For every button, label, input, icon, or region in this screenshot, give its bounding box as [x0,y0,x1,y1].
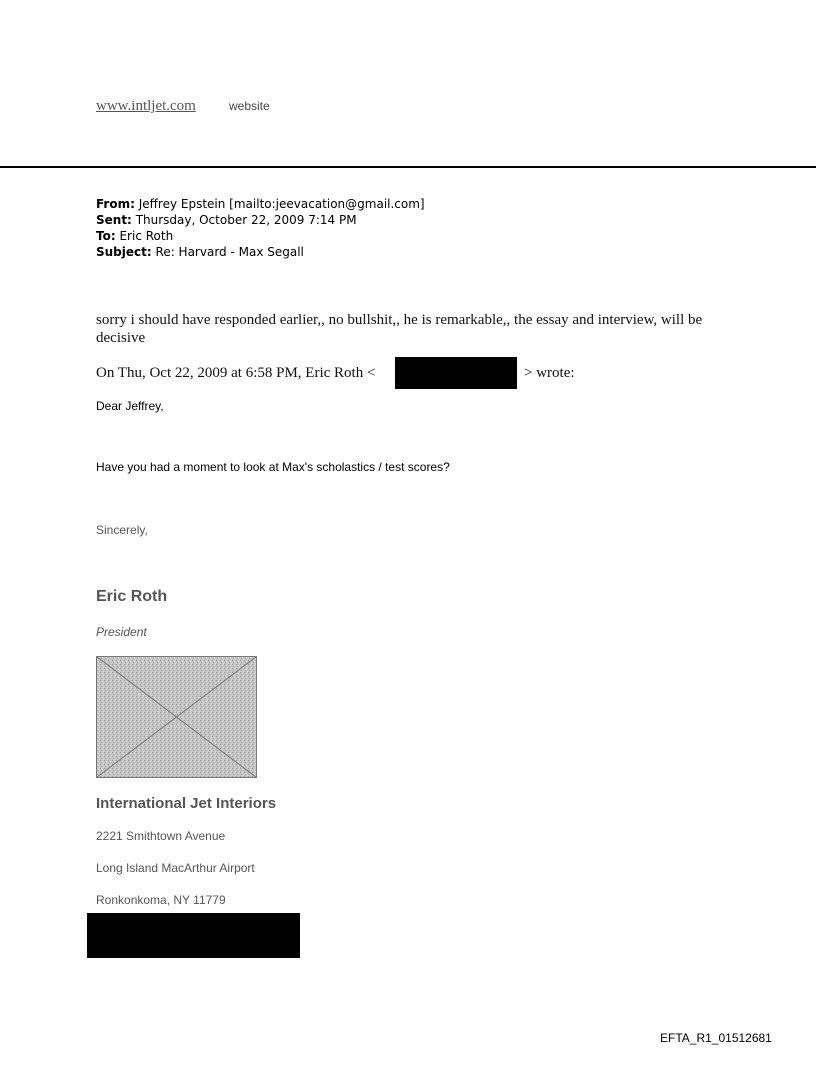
website-link[interactable]: www.intljet.com [96,98,196,114]
to-label: To: [96,229,116,243]
website-link-label: website [229,99,270,113]
document-id: EFTA_R1_01512681 [660,1031,772,1045]
broken-image-icon [96,656,257,778]
from-value: Jeffrey Epstein [mailto:jeevacation@gmail.com] [138,197,425,211]
address-line-2: Long Island MacArthur Airport [96,861,255,875]
address-line-1: 2221 Smithtown Avenue [96,829,226,843]
address-line-3: Ronkonkoma, NY 11779 [96,893,226,907]
subject-row [96,244,425,260]
sent-value: Thursday, October 22, 2009 7:14 PM [135,213,357,227]
quoted-greeting: Dear Jeffrey, [96,399,164,413]
signature-company: International Jet Interiors [96,795,277,812]
subject-label: Subject: [96,245,152,259]
sent-label: Sent: [96,213,132,227]
subject-value: Re: Harvard - Max Segall [155,245,304,259]
to-row [96,228,425,244]
signature-title: President [96,625,147,639]
quoted-question: Have you had a moment to look at Max's scholastics / test scores? [96,460,450,474]
from-label: From: [96,197,135,211]
quote-intro-suffix: > wrote: [524,365,575,381]
redaction-box [395,357,517,389]
to-value: Eric Roth [119,229,174,243]
header-divider [0,166,816,168]
sent-row [96,212,425,228]
from-row [96,196,425,212]
quote-intro: On Thu, Oct 22, 2009 at 6:58 PM, Eric Roth < [96,365,376,381]
reply-body: sorry i should have responded earlier,, no bullshit,, he is remarkable,, the essay and interview, will be decisive [96,312,703,346]
quoted-signoff: Sincerely, [96,523,148,537]
email-header [96,196,425,260]
signature-name: Eric Roth [96,588,168,605]
redaction-box [87,913,300,958]
